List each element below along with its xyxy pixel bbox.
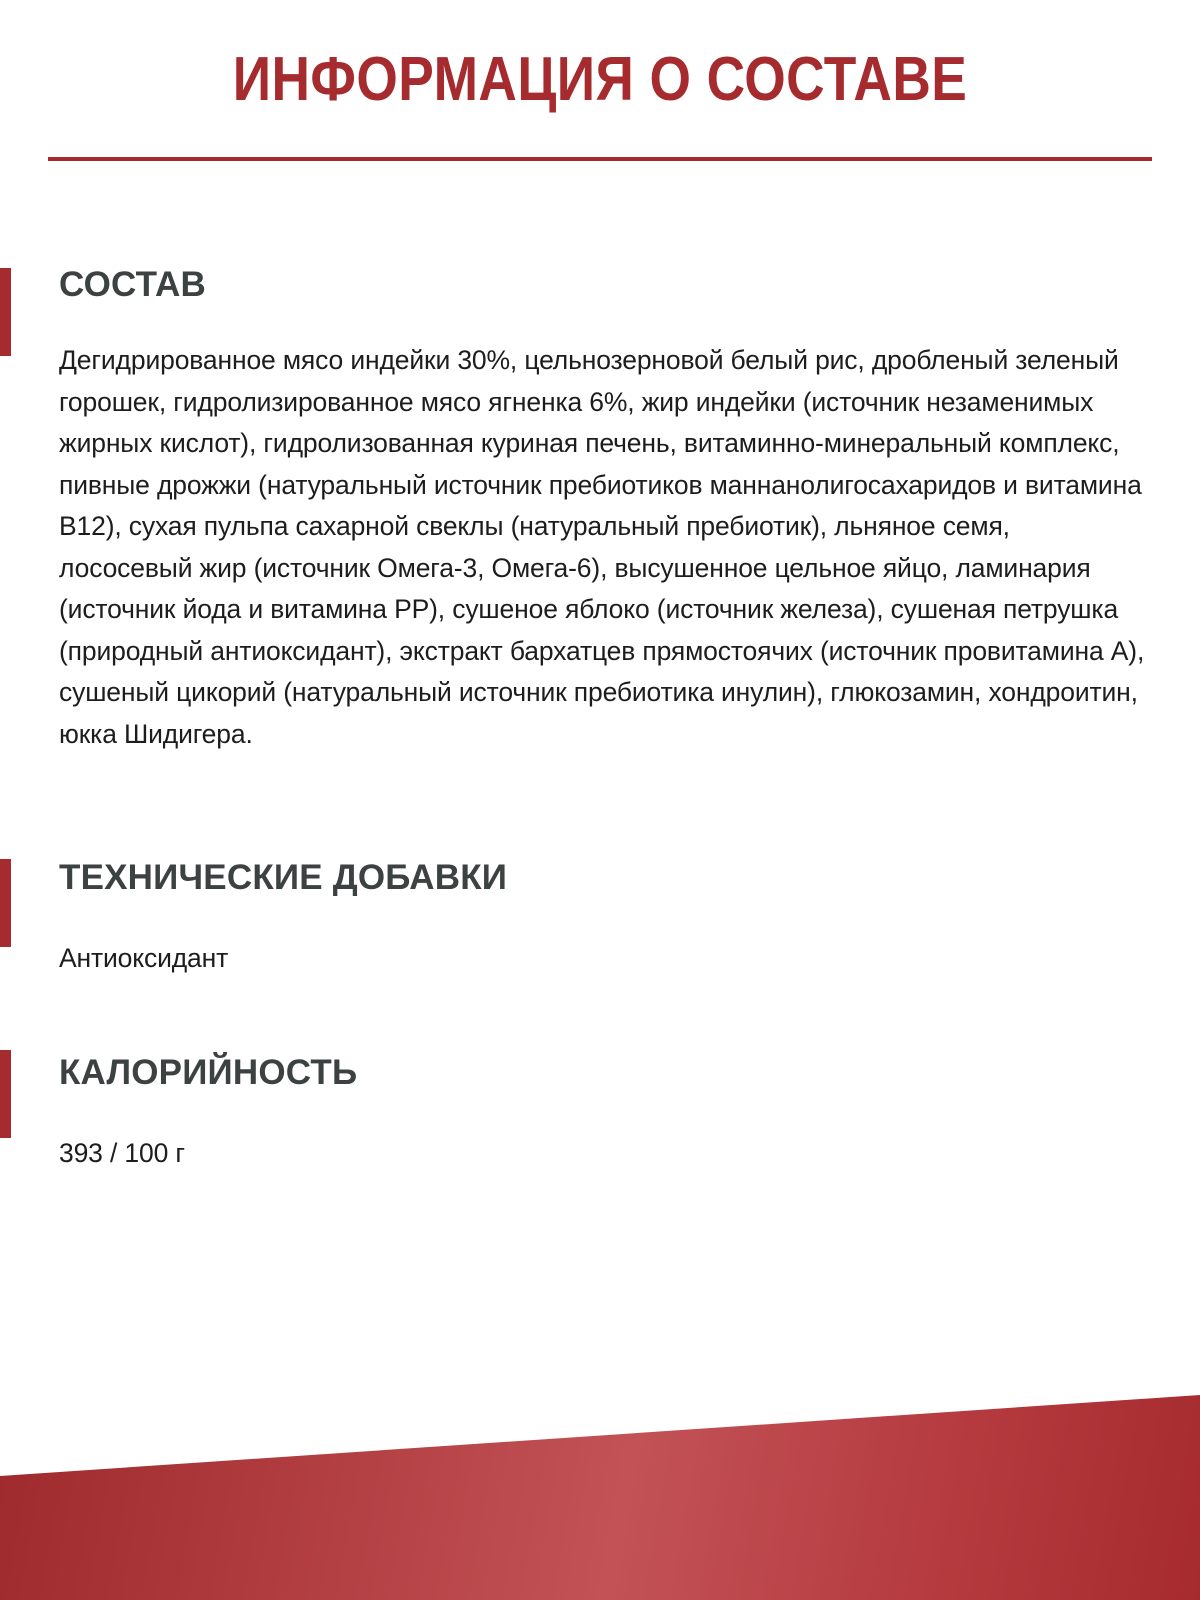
section-heading-additives: ТЕХНИЧЕСКИЕ ДОБАВКИ <box>59 858 508 897</box>
section-heading-composition: СОСТАВ <box>59 265 206 304</box>
section-body-composition: Дегидрированное мясо индейки 30%, цельнозерновой белый рис, дробленый зеленый горошек, гидролизированное мясо ягненка 6%, жир индейки (источник незаменимых жирных кислот), гидролизованная куриная печень, витаминно-минеральный комплекс, пивные дрожжи (натуральный источник пребиотиков маннанолигосахаридов и витамина B12), сухая пульпа сахарной свеклы (натуральный пребиотик), льняное семя, лососевый жир (источник Омега-3, Омега-6), высушенное цельное яйцо, ламинария (источник йода и витамина PP), сушеное яблоко (источник железа), сушеная петрушка (природный антиоксидант), экстракт бархатцев прямостоячих (источник провитамина A), сушеный цикорий (натуральный источник пребиотика инулин), глюкозамин, хондроитин, юкка Шидигера. <box>59 345 1145 749</box>
accent-bar-additives <box>0 859 11 947</box>
section-body-calories: 393 / 100 г <box>59 1138 185 1168</box>
section-body-additives: Антиоксидант <box>59 943 229 973</box>
bottom-diagonal-banner <box>0 1380 1200 1600</box>
title-divider <box>48 157 1152 161</box>
section-heading-calories: КАЛОРИЙНОСТЬ <box>59 1053 358 1092</box>
accent-bar-calories <box>0 1050 11 1138</box>
page-title: ИНФОРМАЦИЯ О СОСТАВЕ <box>232 45 968 114</box>
accent-bar-composition <box>0 268 11 356</box>
